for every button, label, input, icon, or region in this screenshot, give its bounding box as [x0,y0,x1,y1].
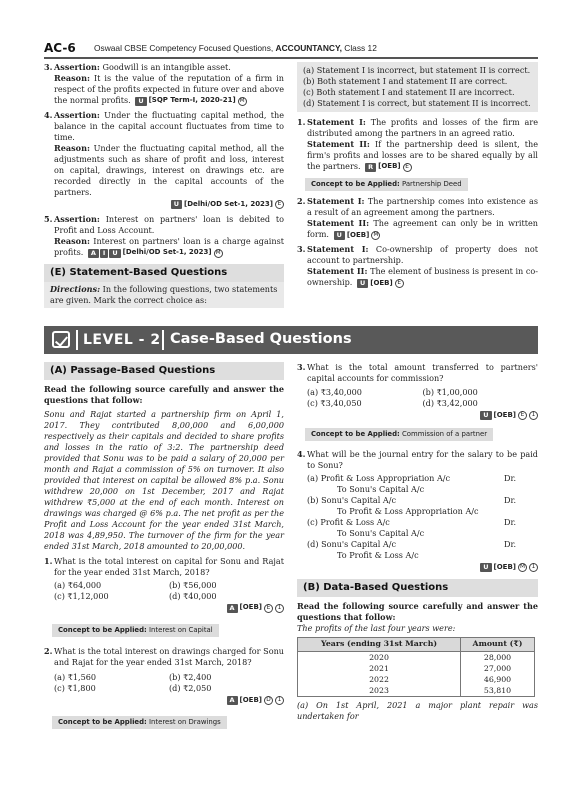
statement-text: The element of business is present in co-ownership. [307,266,538,288]
difficulty-badge: U [357,279,368,288]
reason-text: Under the fluctuating capital method, all the adjustments such as share of profit and loss, interest on capital, drawings, interest on drawings etc. are recorded directly in the capital accounts of the partners. [54,143,284,197]
question-number: 1. [297,117,306,127]
source-ref: [OEB] [378,162,401,171]
reason-text: Interest on partners' loan is a charge against profits. [54,236,284,257]
answer-options [54,672,284,694]
checkbox-icon [52,331,70,348]
marks-circle: 1 [529,563,538,572]
assertion-text: Under the fluctuating capital method, the balance in the capital account fluctuates from time to time. [54,110,284,142]
profits-table [297,637,535,697]
dr-tag: Dr. [504,517,517,528]
top-right-column [297,62,538,292]
assertion-q5 [44,214,284,258]
table-row [298,651,535,663]
assertion-text: Interest on partners' loan is debited to Profit and Loss Account. [54,214,284,235]
year-cell: 2020 [298,651,461,663]
table-header-row [298,637,535,651]
level-banner [44,326,538,354]
source-ref: [SQP Term-I, 2020-21] [148,96,236,105]
header-rule [44,57,538,59]
question-number: 3. [297,244,306,255]
bottom-right-column [297,362,538,722]
statement-label: Statement I: [307,244,369,255]
amount-cell: 27,000 [461,663,535,674]
credit-line: To Profit & Loss A/c [337,550,419,561]
title-prefix: Oswaal CBSE Competency Focused Questions, [94,43,276,53]
concept-box [305,178,468,191]
source-ref: [OEB] [493,410,516,419]
year-cell: 2021 [298,663,461,674]
level-circle: D [264,696,273,705]
answer-options [307,387,538,409]
assertion-q3 [44,62,284,106]
dr-tag: Dr. [504,539,517,550]
option-b: (b) ₹1,00,000 [422,387,478,397]
marks-circle: 1 [275,696,284,705]
table-caption: The profits of the last four years were: [297,622,456,633]
level-circle: E [264,604,273,613]
debit-line: (a) Profit & Loss Appropriation A/c [307,473,451,484]
amount-cell: 46,900 [461,674,535,685]
case-q4 [297,449,538,573]
option-c: (c) ₹1,800 [54,682,96,693]
choice-d: (d) Statement I is correct, but statement II is incorrect. [303,98,531,108]
case-q3 [297,362,538,421]
debit-line: (c) Profit & Loss A/c [307,517,390,528]
source-ref: [Delhi/OD Set-1, 2023] [122,248,212,257]
option-d: (d) ₹3,42,000 [422,398,478,408]
choice-b: (b) Both statement I and statement II are correct. [303,76,508,86]
amount-cell: 53,810 [461,685,535,697]
source-ref: [OEB] [346,230,370,239]
question-text: What is the total interest on drawings charged for Sonu and Rajat for the year ended 31st March, 2018? [54,645,284,667]
level-circle: M [519,564,525,571]
source-ref: [Delhi/OD Set-1, 2023] [184,199,273,208]
difficulty-badge: U [480,411,491,420]
credit-row [307,484,538,495]
level-label: LEVEL - 2 [83,332,161,348]
level-circle: E [518,411,527,420]
statement-text: The profits and losses of the firm are distributed among the partners in an agreed ratio. [307,117,538,138]
question-number: 3. [44,62,53,72]
concept-label: Concept to be Applied: [311,180,400,188]
directions-box [44,282,284,308]
credit-line: To Sonu's Capital A/c [337,528,425,539]
source-ref: [OEB] [370,278,393,287]
level-circle: E [395,279,404,288]
assertion-label: Assertion: [54,214,100,224]
option-b: (b) ₹56,000 [169,579,217,590]
concept-box [52,716,227,729]
question-text: What is the total amount transferred to partners' capital accounts for commission? [307,362,538,383]
concept-text: Interest on Capital [146,625,213,634]
reason-text: It is the value of the reputation of a firm in respect of the profits expected in future over and above the normal profits. [54,73,284,105]
concept-text: Partnership Deed [399,180,462,188]
statement-q1 [297,117,538,172]
title-class: Class 12 [341,43,377,53]
question-text: What will be the journal entry for the salary to be paid to Sonu? [307,449,538,471]
option-d: (d) ₹2,050 [169,682,212,693]
question-number: 1. [44,555,53,566]
option-c: (c) ₹3,40,050 [307,398,362,408]
level-circle: M [239,97,245,104]
statement-q2 [297,196,538,240]
divider [76,330,78,350]
statement-text: If the partnership deed is silent, the firm's profits and losses are to be shared equally by all the partners. [307,139,538,171]
assertion-label: Assertion: [54,110,100,120]
page-code: AC-6 [44,41,76,55]
difficulty-badge: U [171,200,182,209]
dr-tag: Dr. [504,473,517,484]
passage-intro: Read the following source carefully and answer the questions that follow: [44,383,284,405]
concept-box [305,428,493,441]
source-ref: [OEB] [493,563,516,572]
statement-options-box [297,62,538,112]
marks-circle: 1 [275,604,284,613]
statement-label: Statement II: [307,139,370,149]
question-number: 2. [44,645,53,656]
table-row [298,685,535,697]
concept-label: Concept to be Applied: [311,430,400,438]
level-circle: M [373,231,379,238]
question-number: 2. [297,196,306,207]
divider [162,330,164,350]
journal-options [297,473,538,561]
option-a: (a) ₹3,40,000 [307,387,362,397]
level-circle: E [275,200,284,209]
difficulty-badge: I [100,249,108,258]
statement-label: Statement I: [307,117,366,127]
title-subject: ACCOUNTANCY, [275,43,342,53]
journal-entry-a [307,473,538,484]
marks-circle: 1 [529,411,538,420]
option-d: (d) ₹40,000 [169,590,217,601]
reason-label: Reason: [54,143,90,153]
difficulty-badge: A [227,696,238,705]
debit-line: (d) Sonu's Capital A/c [307,539,396,550]
answer-options [54,580,284,602]
option-c: (c) ₹1,12,000 [54,590,109,601]
statement-text: The agreement can only be in written form. [307,218,538,240]
question-number: 4. [44,110,53,120]
difficulty-badge: A [227,604,238,613]
choice-c: (c) Both statement I and statement II are incorrect. [303,87,515,97]
column-header: Years (ending 31st March) [298,637,461,651]
journal-entry-c [307,517,538,528]
dr-tag: Dr. [504,495,517,506]
assertion-label: Assertion: [54,62,100,72]
question-number: 5. [44,214,53,224]
question-text: What is the total interest on capital for Sonu and Rajat for the year ended 31st March, 2018? [54,555,284,577]
top-left-column [44,62,284,308]
bottom-left-column [44,362,284,734]
table-row [298,663,535,674]
book-title [94,43,377,54]
column-header: Amount (₹) [461,637,535,651]
section-heading-passage: (A) Passage-Based Questions [44,362,284,380]
source-ref: [OEB] [239,695,262,704]
statement-q3 [297,244,538,288]
concept-text: Commission of a partner [399,430,488,438]
difficulty-badge: U [109,249,120,258]
difficulty-badge: A [88,249,99,258]
difficulty-badge: U [135,97,146,106]
assertion-q4 [44,110,284,210]
assertion-text: Goodwill is an intangible asset. [99,62,231,72]
option-a: (a) ₹1,560 [54,671,97,682]
level-circle: M [215,249,221,256]
level-circle: E [403,163,412,172]
level-title: Case-Based Questions [170,331,352,347]
difficulty-badge: U [334,231,345,240]
credit-row [307,550,538,561]
debit-line: (b) Sonu's Capital A/c [307,495,396,506]
option-a: (a) ₹64,000 [54,579,102,590]
difficulty-badge: U [480,563,491,572]
data-intro: Read the following source carefully and answer the questions that follow: [297,600,538,622]
concept-label: Concept to be Applied: [58,717,147,726]
question-number: 4. [297,449,306,460]
amount-cell: 28,000 [461,651,535,663]
case-q2 [44,646,284,706]
statement-label: Statement I: [307,196,365,207]
difficulty-badge: R [365,163,376,172]
concept-label: Concept to be Applied: [58,625,147,634]
source-ref: [OEB] [239,603,262,612]
question-number: 3. [297,362,306,372]
credit-line: To Sonu's Capital A/c [337,484,425,495]
statement-label: Statement II: [307,218,370,229]
year-cell: 2023 [298,685,461,697]
choice-a: (a) Statement I is incorrect, but statement II is correct. [303,65,531,75]
section-heading-data: (B) Data-Based Questions [297,579,538,597]
option-b: (b) ₹2,400 [169,671,212,682]
directions-text: In the following questions, two statements are given. Mark the correct choice as: [50,283,278,305]
journal-entry-b [307,495,538,506]
section-heading-statement: (E) Statement-Based Questions [44,264,284,282]
journal-entry-d [307,539,538,550]
case-q1 [44,556,284,614]
concept-text: Interest on Drawings [146,717,221,726]
concept-box [52,624,219,637]
page-header [44,40,538,58]
continued-text: (a) On 1st April, 2021 a major plant repair was undertaken for [297,699,538,721]
table-row [298,674,535,685]
reason-label: Reason: [54,73,90,83]
statement-text: Co-ownership of property does not account to partnership. [307,244,538,266]
statement-text: The partnership comes into existence as a result of an agreement among the partners. [307,196,538,218]
credit-line: To Profit & Loss Appropriation A/c [337,506,479,517]
reason-label: Reason: [54,236,90,246]
credit-row [307,528,538,539]
year-cell: 2022 [298,674,461,685]
statement-label: Statement II: [307,266,368,277]
credit-row [307,506,538,517]
directions-label: Directions: [50,283,101,294]
case-passage: Sonu and Rajat started a partnership firm on April 1, 2017. They contributed 8,00,000 and 6,00,000 respectively as their capitals and decided to share profits and losses in the ratio of 3:2. The partnership deed provided that Sonu was to be paid a salary of 20,000 per month and Rajat a commission of 5% on turnover. It also provided that interest on capital be allowed 8% p.a. Sonu withdrew 20,000 on 1st December, 2017 and Rajat withdrew ₹5,000 at the end of each month. Interest on drawings was charged @ 6% p.a. The net profit as per the Profit and Loss Account for the year ended 31st March, 2018 was 4,89,950. The turnover of the firm for the year ended 31st March, 2018 amounted to 20,00,000. [44,408,284,551]
